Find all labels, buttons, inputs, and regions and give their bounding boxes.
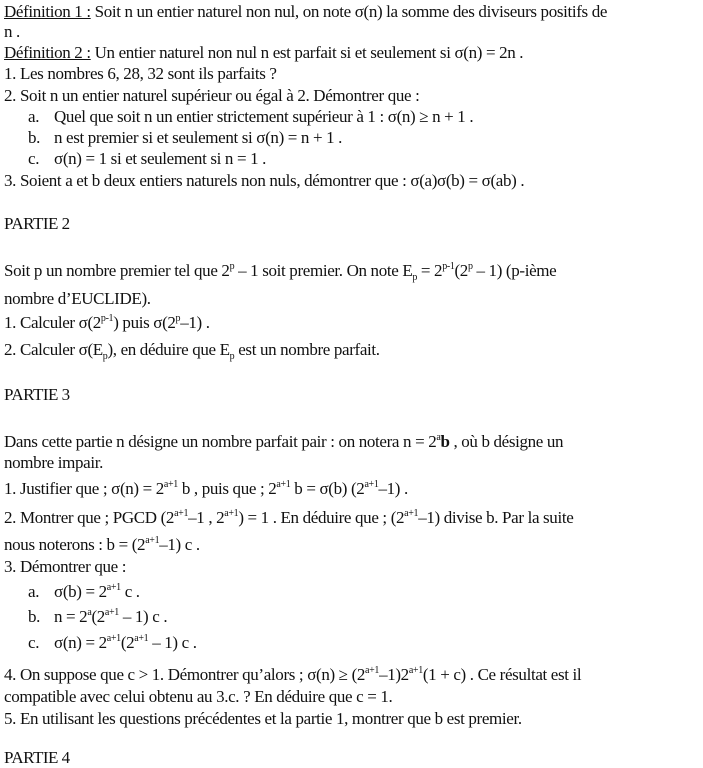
item-text: σ(n) = 1 si et seulement si n = 1 . — [54, 149, 267, 168]
text-run: = 2 — [417, 261, 443, 280]
text-run: – 1) c . — [148, 633, 197, 652]
subscript: p — [229, 351, 235, 362]
text-run: b — [440, 432, 450, 451]
part3-question-4-continuation: compatible avec celui obtenu au 3.c. ? En déduire que c = 1. — [4, 687, 393, 706]
item-marker: c. — [28, 149, 40, 168]
text-run: (2 — [454, 261, 468, 280]
item-marker: a. — [28, 582, 40, 601]
text-run: b , puis que ; 2 — [177, 479, 277, 498]
text-run: –1) . — [378, 479, 408, 498]
exponent: p — [467, 261, 473, 272]
exponent: a+1 — [163, 479, 178, 490]
part3-question-2-continuation — [4, 535, 200, 555]
exponent: a+1 — [106, 582, 121, 593]
part3-heading: PARTIE 3 — [4, 385, 70, 404]
part1-question-2c — [28, 149, 266, 169]
item-marker: c. — [28, 633, 40, 652]
text-run: σ(n) = 2 — [54, 633, 107, 652]
part3-intro — [4, 432, 563, 452]
text-run: b = σ(b) (2 — [290, 479, 365, 498]
part2-question-1 — [4, 313, 210, 333]
text-run: 2. Calculer σ(E — [4, 340, 103, 359]
text-run: σ(b) = 2 — [54, 582, 107, 601]
part2-heading: PARTIE 2 — [4, 214, 70, 233]
text-run: (2 — [91, 607, 105, 626]
text-run: (2 — [120, 633, 135, 652]
text-run: – 1) c . — [118, 607, 168, 626]
definition-2-label: Définition 2 : — [4, 43, 91, 62]
part3-question-3c — [28, 633, 197, 653]
text-run: , où b désigne un — [449, 432, 564, 451]
part2-intro-continuation: nombre d’EUCLIDE). — [4, 289, 151, 308]
part3-intro-continuation: nombre impair. — [4, 453, 103, 472]
item-marker: b. — [28, 128, 41, 147]
text-run: est un nombre parfait. — [234, 340, 380, 359]
definition-1-label: Définition 1 : — [4, 2, 91, 21]
text-run: 1. Justifier que ; σ(n) = 2 — [4, 479, 164, 498]
subscript: p — [102, 351, 108, 362]
item-text: n est premier si et seulement si σ(n) = n + 1 . — [54, 128, 343, 147]
part3-question-2 — [4, 508, 573, 528]
item-marker: b. — [28, 607, 41, 626]
text-run: – 1 soit premier. On note E — [234, 261, 413, 280]
definition-1-continuation: n . — [4, 22, 20, 41]
text-run: (1 + c) . Ce résultat est il — [422, 665, 582, 684]
part2-intro — [4, 261, 556, 281]
part1-question-3: 3. Soient a et b deux entiers naturels non nuls, démontrer que : σ(a)σ(b) = σ(ab) . — [4, 171, 525, 190]
part1-question-2b — [28, 128, 342, 148]
definition-1 — [4, 2, 607, 22]
exponent: a+1 — [365, 665, 380, 676]
part3-question-3a — [28, 582, 140, 602]
text-run: n = 2 — [54, 607, 88, 626]
text-run: –1)2 — [379, 665, 409, 684]
exponent: a+1 — [145, 535, 160, 546]
item-text: Quel que soit n un entier strictement supérieur à 1 : σ(n) ≥ n + 1 . — [54, 107, 474, 126]
exponent: a — [87, 607, 92, 618]
part1-question-2: 2. Soit n un entier naturel supérieur ou égal à 2. Démontrer que : — [4, 86, 420, 105]
item-marker: a. — [28, 107, 40, 126]
exponent: a+1 — [104, 607, 119, 618]
text-run: – 1) (p-ième — [472, 261, 557, 280]
exponent: a — [436, 432, 441, 443]
text-run: Soit p un nombre premier tel que 2 — [4, 261, 230, 280]
text-run: ), en déduire que E — [107, 340, 230, 359]
text-run: –1) divise b. Par la suite — [418, 508, 574, 527]
part2-question-2 — [4, 340, 380, 360]
text-run: c . — [120, 582, 140, 601]
exponent: a+1 — [106, 633, 121, 644]
text-run: ) = 1 . En déduire que ; (2 — [238, 508, 405, 527]
exponent: a+1 — [134, 633, 149, 644]
text-run: Dans cette partie n désigne un nombre parfait pair : on notera n = 2 — [4, 432, 437, 451]
subscript: p — [412, 272, 418, 283]
text-run: –1 , 2 — [188, 508, 225, 527]
part3-question-5: 5. En utilisant les questions précédentes et la partie 1, montrer que b est premier. — [4, 709, 522, 728]
definition-2-text: Un entier naturel non nul n est parfait si et seulement si σ(n) = 2n . — [90, 43, 524, 62]
part4-heading: PARTIE 4 — [4, 748, 70, 767]
exponent: p — [175, 313, 181, 324]
exponent: p — [229, 261, 235, 272]
exponent: a+1 — [276, 479, 291, 490]
part1-question-1: 1. Les nombres 6, 28, 32 sont ils parfaits ? — [4, 64, 277, 83]
text-run: –1) . — [180, 313, 210, 332]
text-run: 1. Calculer σ(2 — [4, 313, 101, 332]
text-run: nous noterons : b = (2 — [4, 535, 146, 554]
part3-question-1 — [4, 479, 408, 499]
part3-question-3b — [28, 607, 167, 627]
part1-question-2a — [28, 107, 473, 127]
text-run: ) puis σ(2 — [113, 313, 176, 332]
exponent: a+1 — [408, 665, 423, 676]
part3-question-3: 3. Démontrer que : — [4, 557, 127, 576]
text-run: –1) c . — [159, 535, 200, 554]
exponent: p-1 — [100, 313, 114, 324]
exponent: a+1 — [404, 508, 419, 519]
text-run: 4. On suppose que c > 1. Démontrer qu’alors ; σ(n) ≥ (2 — [4, 665, 366, 684]
definition-2 — [4, 43, 523, 63]
exponent: a+1 — [224, 508, 239, 519]
exponent: a+1 — [364, 479, 379, 490]
exponent: p-1 — [442, 261, 455, 272]
part3-question-4 — [4, 665, 581, 685]
definition-1-text: Soit n un entier naturel non nul, on note σ(n) la somme des diviseurs positifs de — [90, 2, 608, 21]
text-run: 2. Montrer que ; PGCD (2 — [4, 508, 175, 527]
exponent: a+1 — [174, 508, 189, 519]
